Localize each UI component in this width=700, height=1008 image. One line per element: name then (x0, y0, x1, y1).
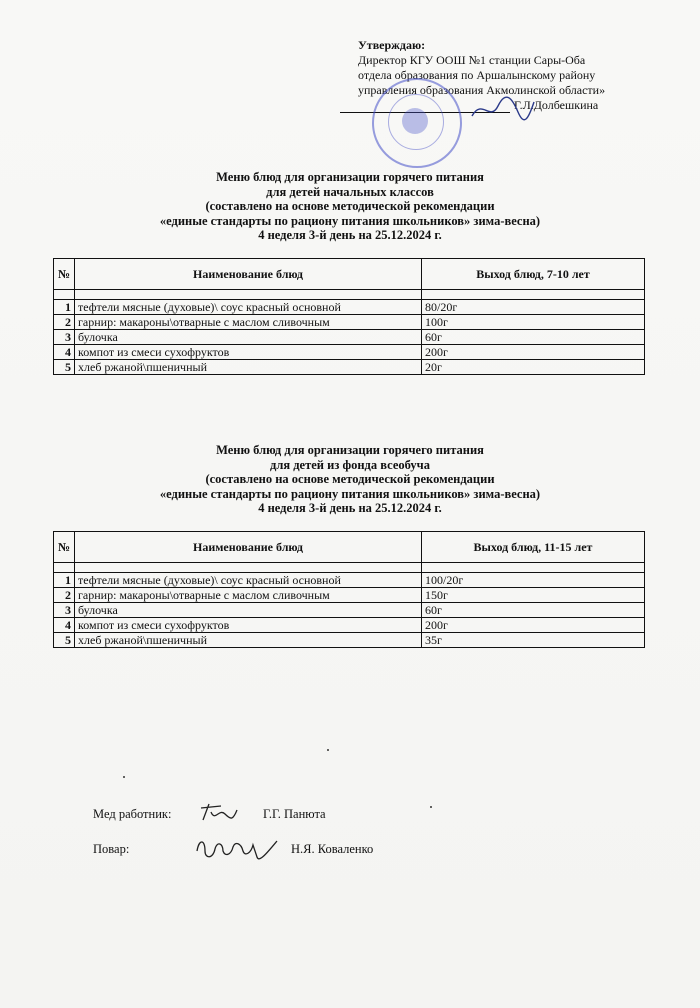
col-dish: Наименование блюд (75, 259, 422, 290)
heading-line: для детей из фонда всеобуча (270, 457, 430, 472)
cook-signature (193, 833, 283, 865)
col-output: Выход блюд, 11-15 лет (422, 532, 645, 563)
heading-line: 4 неделя 3-й день на 25.12.2024 г. (258, 501, 442, 515)
row-dish: компот из смеси сухофруктов (75, 618, 422, 633)
signature-name: Г.Г. Панюта (263, 806, 326, 821)
col-number: № (54, 532, 75, 563)
heading-line: (составлено на основе методической рекомендации (205, 472, 495, 486)
approval-signer: Г.Л.Долбешкина (514, 98, 599, 112)
director-signature (468, 94, 538, 124)
table-row (54, 330, 645, 345)
row-number: 4 (54, 345, 75, 360)
col-number: № (54, 259, 75, 290)
state-emblem-icon (402, 108, 428, 134)
row-output: 100/20г (422, 573, 645, 588)
row-number: 2 (54, 315, 75, 330)
row-dish: хлеб ржаной\пшеничный (75, 360, 422, 375)
heading-line: 4 неделя 3-й день на 25.12.2024 г. (258, 228, 442, 242)
row-dish: гарнир: макароны\отварные с маслом сливочным (75, 588, 422, 603)
signature-role: Повар: (93, 841, 130, 856)
heading-line: для детей начальных классов (266, 184, 434, 199)
row-dish: булочка (75, 603, 422, 618)
table-row (54, 588, 645, 603)
table-row (54, 573, 645, 588)
row-number: 5 (54, 633, 75, 648)
signature-row-cook (93, 833, 373, 865)
table-header-row (54, 532, 645, 563)
heading-line: Меню блюд для организации горячего питания (216, 170, 484, 184)
medic-signature (193, 800, 255, 828)
approval-title: Утверждаю: (358, 38, 426, 52)
signature-row-medic (93, 800, 326, 828)
row-dish: гарнир: макароны\отварные с маслом сливочным (75, 315, 422, 330)
table-row (54, 300, 645, 315)
approval-line: Директор КГУ ООШ №1 станции Сары-Оба (358, 53, 586, 67)
row-output: 80/20г (422, 300, 645, 315)
approval-line: управления образования Акмолинской области» (358, 83, 606, 97)
approval-line: отдела образования по Аршалынскому району (358, 68, 596, 82)
row-number: 3 (54, 603, 75, 618)
table-row (54, 345, 645, 360)
table-row (54, 633, 645, 648)
row-dish: булочка (75, 330, 422, 345)
heading-line: «единые стандарты по рациону питания школьников» зима-весна) (159, 486, 541, 501)
paper-speck (123, 776, 125, 778)
signature-name: Н.Я. Коваленко (291, 841, 374, 856)
row-output: 60г (422, 603, 645, 618)
heading-line: «единые стандарты по рациону питания школьников» зима-весна) (159, 213, 541, 228)
row-dish: хлеб ржаной\пшеничный (75, 633, 422, 648)
table-spacer-row (54, 563, 645, 573)
table-row (54, 603, 645, 618)
row-output: 20г (422, 360, 645, 375)
heading-line: Меню блюд для организации горячего питания (216, 443, 484, 457)
table-row (54, 360, 645, 375)
row-dish: тефтели мясные (духовые)\ соус красный основной (75, 300, 422, 315)
signature-role: Мед работник: (93, 806, 172, 821)
menu1-table (53, 258, 645, 375)
row-number: 3 (54, 330, 75, 345)
menu2-heading (0, 443, 700, 516)
row-dish: тефтели мясные (духовые)\ соус красный основной (75, 573, 422, 588)
row-output: 200г (422, 345, 645, 360)
row-number: 4 (54, 618, 75, 633)
paper-speck (327, 749, 329, 751)
row-output: 100г (422, 315, 645, 330)
row-number: 2 (54, 588, 75, 603)
row-output: 60г (422, 330, 645, 345)
row-output: 200г (422, 618, 645, 633)
heading-line: (составлено на основе методической рекомендации (205, 199, 495, 213)
table-row (54, 315, 645, 330)
col-output: Выход блюд, 7-10 лет (422, 259, 645, 290)
table-spacer-row (54, 290, 645, 300)
menu1-heading (0, 170, 700, 243)
col-dish: Наименование блюд (75, 532, 422, 563)
row-number: 1 (54, 573, 75, 588)
row-dish: компот из смеси сухофруктов (75, 345, 422, 360)
row-number: 1 (54, 300, 75, 315)
row-number: 5 (54, 360, 75, 375)
row-output: 35г (422, 633, 645, 648)
menu2-table (53, 531, 645, 648)
table-header-row (54, 259, 645, 290)
table-row (54, 618, 645, 633)
paper-speck (430, 806, 432, 808)
row-output: 150г (422, 588, 645, 603)
